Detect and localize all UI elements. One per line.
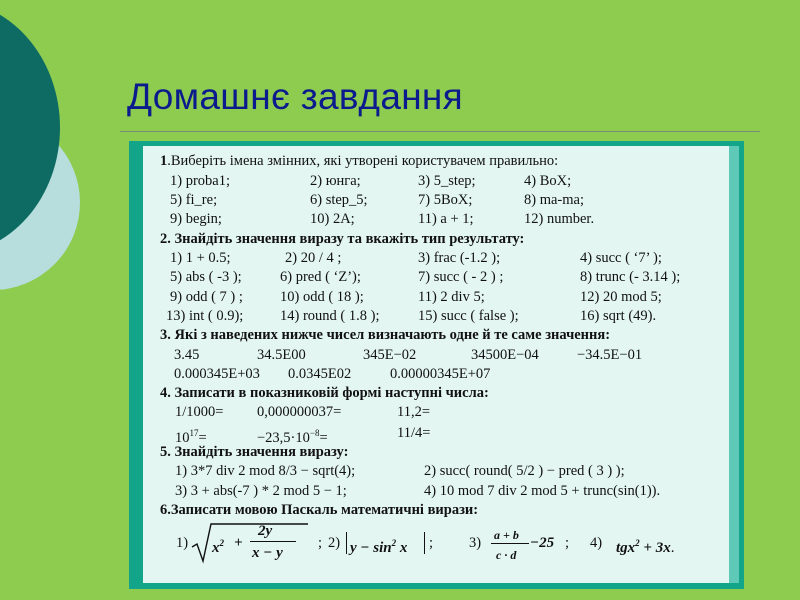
task4-item: $-23,5\cdot 10^{-8}=$ — [257, 428, 328, 446]
task1-heading: 1.Виберіть імена змінних, які утворені користувачем правильно: — [160, 153, 559, 169]
expr1-denominator: x − y — [252, 545, 283, 561]
abs-bar-left — [346, 532, 347, 554]
fraction-bar — [250, 541, 296, 542]
task5-item: 4) 10 mod 7 div 2 mod 5 + trunc(sin(1)). — [424, 483, 661, 499]
task2-item: 7) succ ( - 2 ) ; — [418, 269, 504, 285]
title-divider — [120, 131, 760, 132]
expr4-number: 4) — [590, 535, 603, 551]
expr2-separator: ; — [429, 535, 434, 551]
task2-item: 12) 20 mod 5; — [580, 289, 662, 305]
task5-heading: 5. Знайдіть значення виразу: — [160, 444, 349, 460]
expr3-numerator: a + b — [494, 528, 519, 542]
task1-item: 9) begin; — [170, 211, 222, 227]
task4-item: $10^{17}=$ — [175, 428, 207, 446]
task2-item: 11) 2 div 5; — [418, 289, 485, 305]
expr2-number: 2) — [328, 535, 341, 551]
task2-item: 15) succ ( false ); — [418, 308, 519, 324]
fraction-bar — [491, 543, 529, 544]
task2-item: 14) round ( 1.8 ); — [280, 308, 380, 324]
task1-item: 1) proba1; — [170, 173, 230, 189]
expr3-tail: −25 — [530, 535, 555, 551]
task1-item: 4) BoX; — [524, 173, 572, 189]
expr1-separator: ; — [318, 535, 323, 551]
abs-bar-right — [424, 532, 425, 554]
task2-item: 4) succ ( ‘7’ ); — [580, 250, 662, 266]
task2-item: 13) int ( 0.9); — [166, 308, 244, 324]
expr1-x: $x^2$ — [212, 538, 224, 556]
task2-item: 1) 1 + 0.5; — [170, 250, 231, 266]
task4-item: 1/1000= — [175, 404, 224, 420]
task1-item: 11) a + 1; — [418, 211, 474, 227]
task1-item: 5) fi_re; — [170, 192, 218, 208]
task3-number: 345E−02 — [363, 347, 417, 363]
task1-item: 2) юнга; — [310, 173, 361, 189]
task5-item: 2) succ( round( 5/2 ) − pred ( 3 ) ); — [424, 463, 625, 479]
expr1-numerator: 2y — [258, 523, 273, 539]
task1-item: 12) number. — [524, 211, 595, 227]
task2-heading: 2. Знайдіть значення виразу та вкажіть тип результату: — [160, 231, 525, 247]
expr3-number: 3) — [469, 535, 482, 551]
task2-item: 10) odd ( 18 ); — [280, 289, 364, 305]
task2-item: 16) sqrt (49). — [580, 308, 657, 324]
task3-number: 0.0345E02 — [288, 366, 352, 382]
expr1-plus: + — [234, 535, 243, 551]
task3-number: 0.00000345E+07 — [390, 366, 491, 382]
task2-item: 6) pred ( ‘Z’); — [280, 269, 361, 285]
task-panel-edge — [729, 146, 739, 583]
task2-item: 2) 20 / 4 ; — [285, 250, 342, 266]
slide-title: Домашнє завдання — [127, 76, 463, 117]
task2-item: 8) trunc (- 3.14 ); — [580, 269, 681, 285]
task2-item: 9) odd ( 7 ) ; — [170, 289, 243, 305]
task3-number: 3.45 — [174, 347, 200, 363]
task3-number: −34.5E−01 — [577, 347, 643, 363]
expr2-body: $y - \sin^2 x$ — [350, 538, 408, 556]
task1-item: 10) 2A; — [310, 211, 355, 227]
task4-item: 11,2= — [397, 404, 431, 420]
task4-item: 0,000000037= — [257, 404, 342, 420]
task2-item: 5) abs ( -3 ); — [170, 269, 242, 285]
task4-heading: 4. Записати в показниковій формі наступні числа: — [160, 385, 489, 401]
task3-number: 0.000345E+03 — [174, 366, 260, 382]
task3-heading: 3. Які з наведених нижче чисел визначають одне й те саме значення: — [160, 327, 611, 343]
expr4-body: tgx$^2$ + 3x. — [616, 538, 675, 556]
expr3-denominator: c · d — [496, 548, 517, 562]
task3-number: 34.5E00 — [257, 347, 306, 363]
task2-item: 3) frac (-1.2 ); — [418, 250, 501, 266]
expr3-separator: ; — [565, 535, 570, 551]
task5-item: 3) 3 + abs(-7 ) * 2 mod 5 − 1; — [175, 483, 347, 499]
task3-number: 34500E−04 — [471, 347, 539, 363]
task6-heading: 6.Записати мовою Паскаль математичні вирази: — [160, 502, 479, 518]
expr1-number: 1) — [176, 535, 189, 551]
task1-item: 6) step_5; — [310, 192, 368, 208]
sqrt-sign-icon — [190, 521, 310, 565]
task1-item: 3) 5_step; — [418, 173, 476, 189]
task5-item: 1) 3*7 div 2 mod 8/3 − sqrt(4); — [175, 463, 356, 479]
task4-item: 11/4= — [397, 425, 431, 441]
task1-item: 8) ma-ma; — [524, 192, 584, 208]
task1-item: 7) 5BoX; — [418, 192, 473, 208]
